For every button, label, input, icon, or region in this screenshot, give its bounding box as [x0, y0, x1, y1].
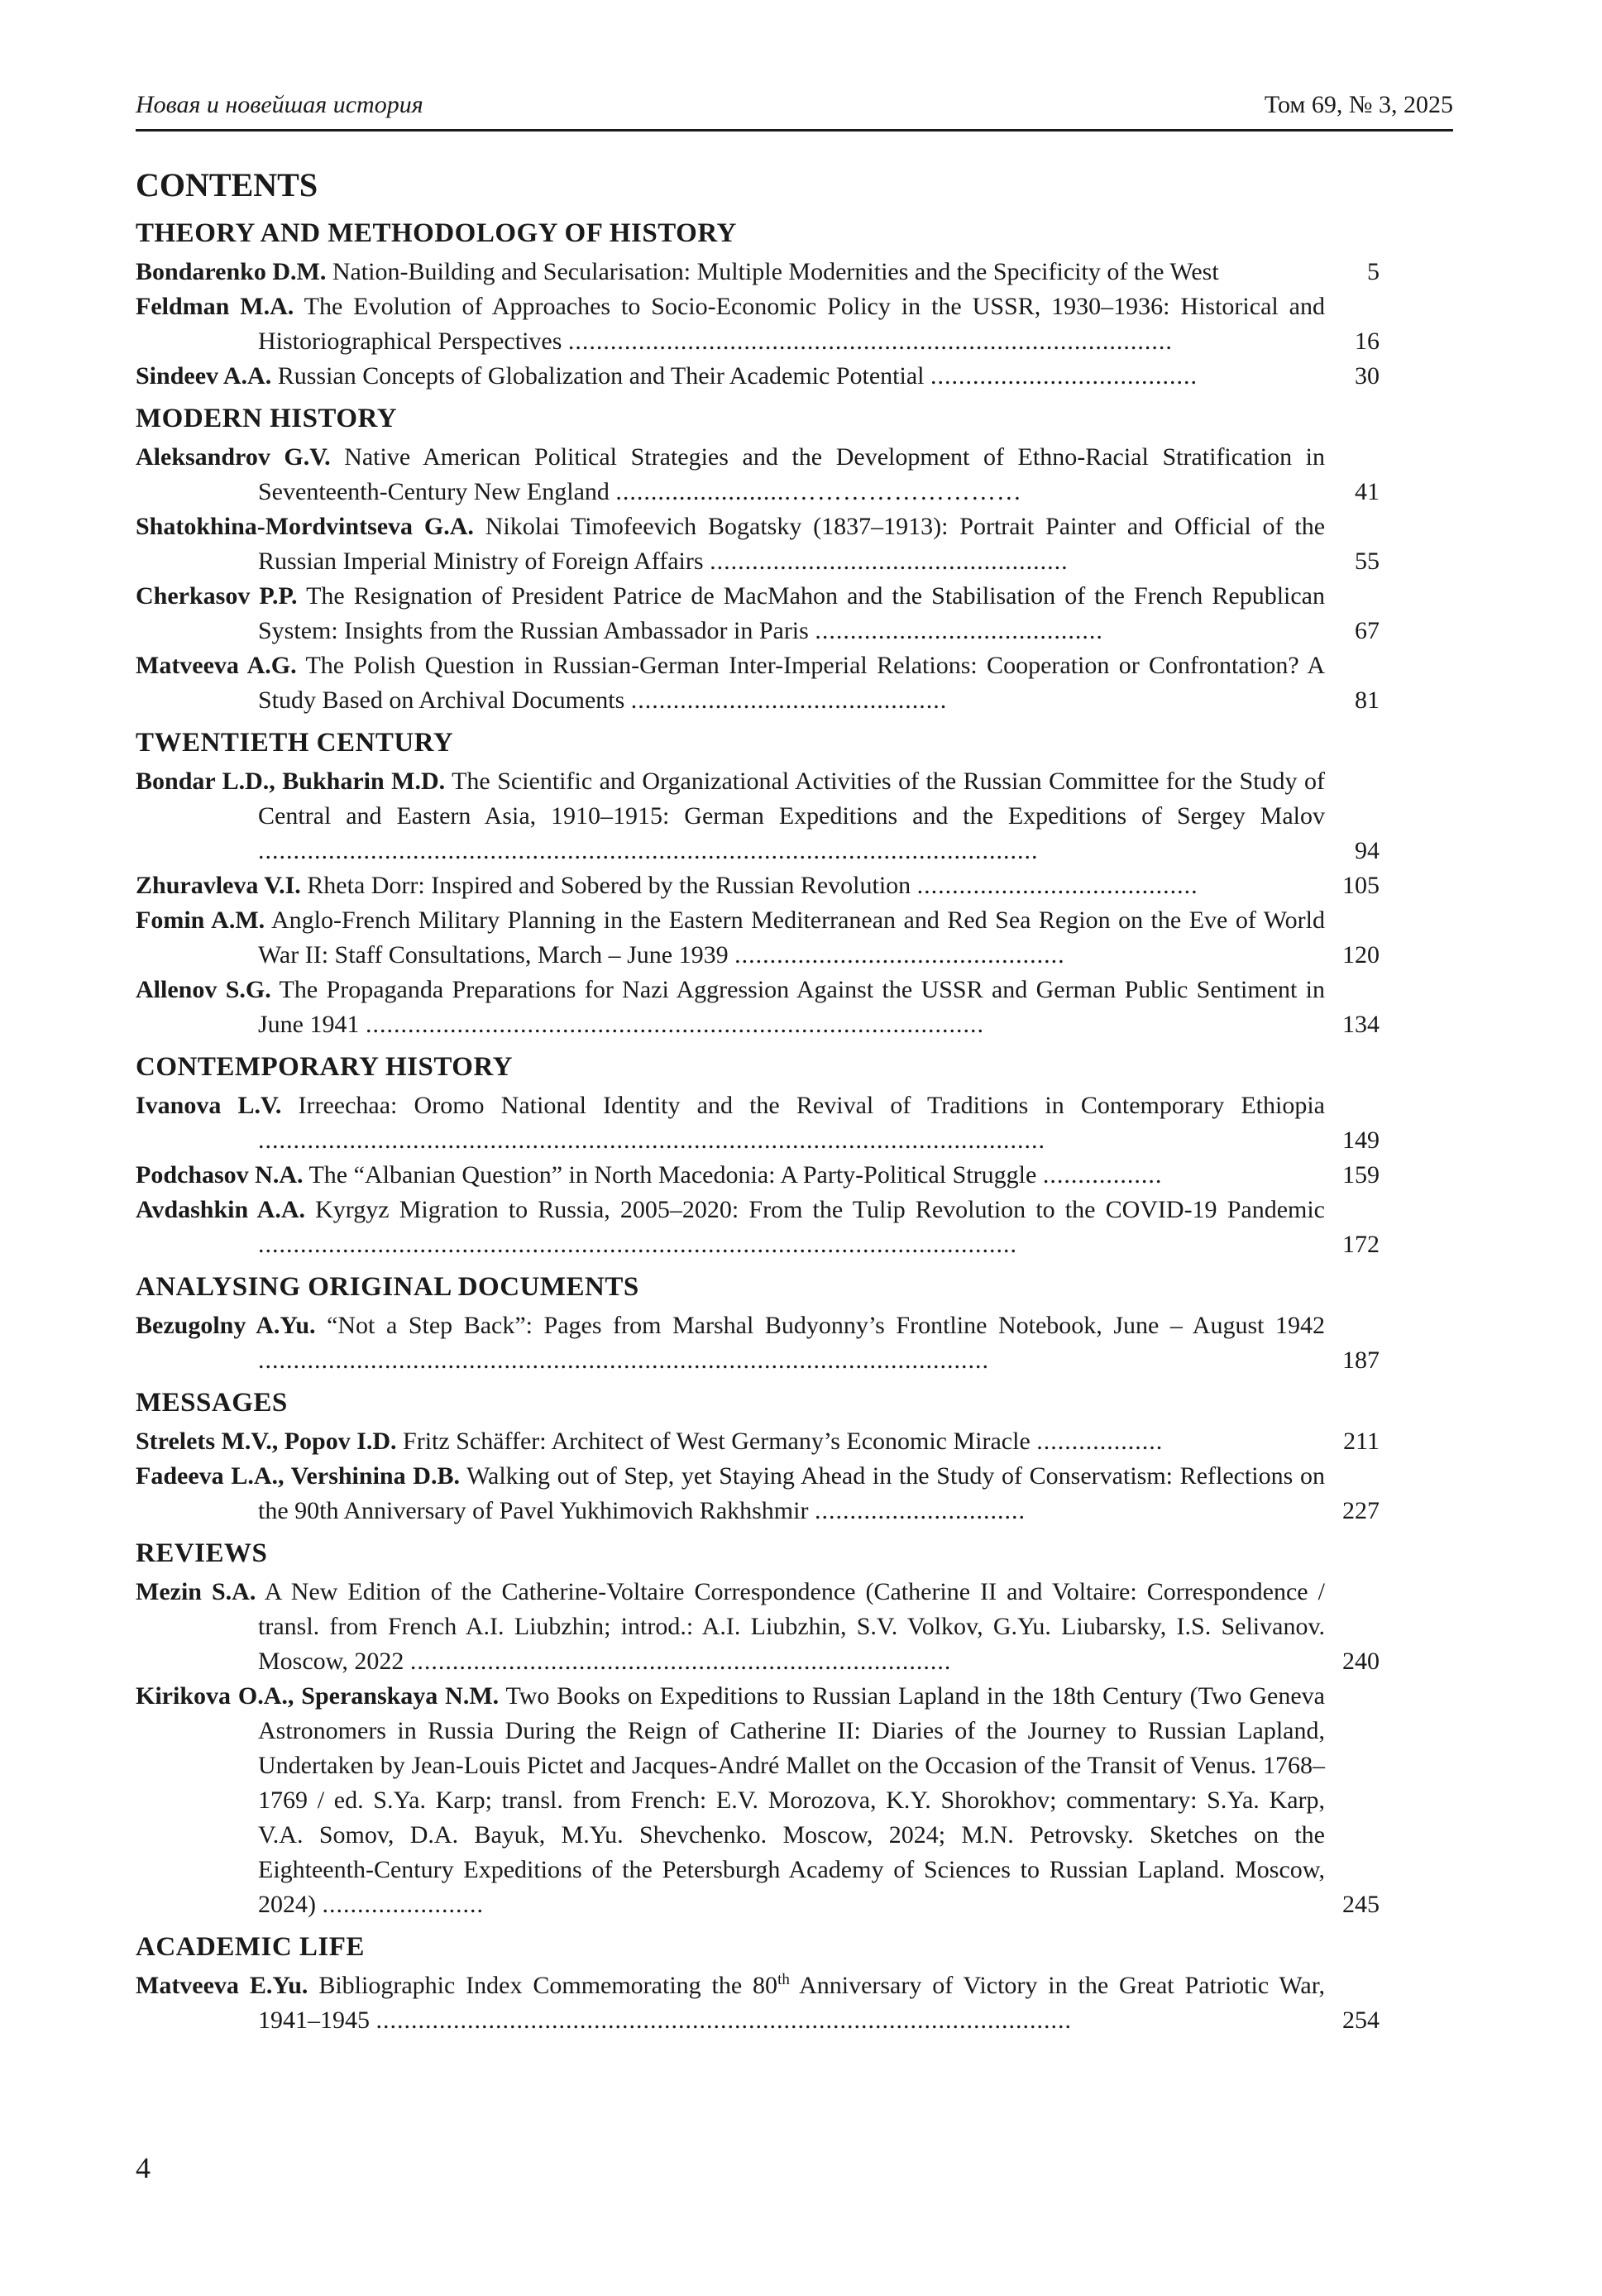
entry-author: Matveeva A.G. — [136, 652, 297, 679]
entry-title: The Evolution of Approaches to Socio-Economic Policy in the USSR, 1930–1936: Historical and Historiographical Perspectives — [258, 293, 1325, 355]
section-title: MODERN HISTORY — [136, 404, 398, 433]
section-title: THEORY AND METHODOLOGY OF HISTORY — [136, 218, 737, 248]
entry-title: The Propaganda Preparations for Nazi Aggression Against the USSR and German Public Sentiment in June 1941 — [258, 976, 1325, 1038]
leader-dots: ............................................................................................................ — [258, 1231, 1017, 1258]
entry-title: The Polish Question in Russian-German Inter-Imperial Relations: Cooperation or Confrontation? A Study Based on Archival Documents — [258, 652, 1326, 714]
entry-page: 134 — [1342, 1011, 1380, 1038]
leader-dots: ......................................... — [815, 617, 1103, 644]
entry-title: Irreechaa: Oromo National Identity and the Revival of Traditions in Contemporary Ethiopia — [298, 1092, 1325, 1119]
entry-author: Shatokhina-Mordvintseva G.A. — [136, 513, 474, 540]
journal-title: Новая и новейшая история — [136, 91, 423, 118]
leader-dots: ............................................................................. — [409, 1648, 952, 1675]
toc-entry — [136, 1158, 1380, 1193]
entry-text — [136, 1968, 1325, 2038]
entry-author: Bondarenko D.M. — [136, 258, 327, 285]
toc-entry — [136, 903, 1380, 973]
entry-text — [136, 440, 1325, 509]
toc-entry — [136, 1193, 1380, 1262]
section-title: ACADEMIC LIFE — [136, 1932, 365, 1962]
issue-info: Том 69, № 3, 2025 — [1264, 91, 1453, 118]
leader-dots: ...................................................................................... — [567, 328, 1173, 355]
section-title: REVIEWS — [136, 1538, 268, 1568]
leader-dots: ........................................................................................................ — [258, 1347, 989, 1374]
entry-page: 187 — [1342, 1347, 1380, 1374]
entry-page: 41 — [1355, 478, 1380, 505]
entry-page: 81 — [1355, 686, 1380, 714]
entry-text — [136, 648, 1325, 718]
section-title: CONTEMPORARY HISTORY — [136, 1052, 513, 1082]
entry-author: Strelets M.V., Popov I.D. — [136, 1428, 397, 1455]
running-header — [136, 88, 1453, 132]
entry-page: 16 — [1355, 328, 1380, 355]
leader-dots: .........................……………………… — [615, 478, 1022, 505]
leader-dots: ............................................. — [630, 686, 948, 714]
toc-entry — [136, 359, 1380, 394]
entry-text — [136, 903, 1325, 973]
entry-author: Aleksandrov G.V. — [136, 443, 331, 471]
toc-entry — [136, 255, 1380, 289]
entry-page: 94 — [1355, 837, 1380, 864]
leader-dots: ................. — [1042, 1161, 1163, 1189]
section-title: MESSAGES — [136, 1388, 288, 1418]
page-number: 4 — [136, 2151, 151, 2184]
entry-author: Allenov S.G. — [136, 976, 271, 1003]
entry-title: The Resignation of President Patrice de MacMahon and the Stabilisation of the French Republican System: Insights from the Russian Ambassador in Paris — [258, 582, 1326, 644]
entry-text — [136, 1088, 1325, 1158]
entry-title: Anglo-French Military Planning in the Eastern Mediterranean and Red Sea Region on the Eve of World War II: Staff Consultations, March – June 1939 — [258, 906, 1325, 969]
toc-entry — [136, 1308, 1380, 1378]
toc-entry — [136, 1679, 1380, 1922]
toc-entry — [136, 973, 1380, 1042]
entry-superscript: th — [777, 1971, 790, 1988]
entry-author: Fomin A.M. — [136, 906, 265, 934]
entry-page: 67 — [1355, 617, 1380, 644]
entry-title: Walking out of Step, yet Staying Ahead in the Study of Conservatism: Reflections on the 90th Anniversary of Pavel Yukhimovich Rakhshmir — [258, 1462, 1325, 1524]
entry-author: Matveeva E.Yu. — [136, 1972, 308, 1999]
entry-title: Nikolai Timofeevich Bogatsky (1837–1913): Portrait Painter and Official of the Russian Imperial Ministry of Foreign Affairs — [258, 513, 1326, 575]
entry-page: 30 — [1355, 362, 1380, 390]
leader-dots: ............................................... — [734, 941, 1065, 969]
toc-entry — [136, 509, 1380, 579]
entry-page: 159 — [1342, 1161, 1380, 1189]
entry-text — [136, 764, 1325, 868]
toc-entry — [136, 868, 1380, 903]
section-title: ANALYSING ORIGINAL DOCUMENTS — [136, 1272, 639, 1302]
toc-entry — [136, 440, 1380, 509]
leader-dots: .............................. — [814, 1497, 1026, 1524]
entry-text — [136, 579, 1325, 648]
entry-page: 149 — [1342, 1126, 1380, 1154]
entry-text — [136, 509, 1325, 579]
entry-text — [136, 1158, 1325, 1193]
entry-text — [136, 1679, 1325, 1922]
entry-text — [136, 289, 1325, 359]
entry-title: Rheta Dorr: Inspired and Sobered by the Russian Revolution — [307, 872, 911, 899]
entry-text — [136, 359, 1325, 394]
entry-title: Kyrgyz Migration to Russia, 2005–2020: From the Tulip Revolution to the COVID-19 Pandemic — [315, 1196, 1325, 1223]
entry-page: 227 — [1342, 1497, 1380, 1524]
entry-author: Feldman M.A. — [136, 293, 294, 320]
toc-entry — [136, 1968, 1380, 2038]
entry-author: Podchasov N.A. — [136, 1161, 304, 1189]
entry-author: Kirikova O.A., Speranskaya N.M. — [136, 1682, 500, 1710]
entry-author: Mezin S.A. — [136, 1578, 256, 1605]
entry-author: Fadeeva L.A., Vershinina D.B. — [136, 1462, 460, 1490]
entry-title: Anniversary of Victory in the Great Patriotic War, 1941–1945 — [258, 1972, 1326, 2034]
entry-title-part: Bibliographic Index Commemorating the 80 — [318, 1972, 778, 1999]
entry-page: 172 — [1342, 1231, 1380, 1258]
contents-heading: CONTENTS — [136, 166, 318, 203]
entry-text — [136, 1193, 1325, 1262]
entry-author: Sindeev A.A. — [136, 362, 272, 390]
entry-page: 120 — [1342, 941, 1380, 969]
leader-dots: ................................................................................................... — [375, 2007, 1072, 2034]
entry-author: Bondar L.D., Bukharin M.D. — [136, 768, 446, 795]
leader-dots: ...................................... — [930, 362, 1198, 390]
entry-author: Cherkasov P.P. — [136, 582, 298, 610]
entry-title: Russian Concepts of Globalization and Their Academic Potential — [277, 362, 925, 390]
section-title: TWENTIETH CENTURY — [136, 728, 454, 758]
leader-dots: ................................................................................................................ — [258, 1126, 1045, 1154]
entry-title: “Not a Step Back”: Pages from Marshal Budyonny’s Frontline Notebook, June – August 1942 — [327, 1312, 1326, 1339]
leader-dots: ............................................................................................................... — [258, 837, 1039, 864]
leader-dots: ........................................ — [916, 872, 1198, 899]
entry-page: 211 — [1343, 1428, 1380, 1455]
entry-page: 245 — [1342, 1891, 1380, 1918]
entry-title: Native American Political Strategies and the Development of Ethno-Racial Stratification in Seventeenth-Century New England — [258, 443, 1326, 505]
entry-text — [136, 255, 1325, 289]
leader-dots: ........................................................................................ — [366, 1011, 984, 1038]
entry-page: 5 — [1367, 258, 1380, 285]
entry-text — [136, 1308, 1325, 1378]
leader-dots: .................. — [1036, 1428, 1164, 1455]
entry-author: Avdashkin A.A. — [136, 1196, 305, 1223]
toc-entry — [136, 648, 1380, 718]
entry-text — [136, 1459, 1325, 1528]
entry-title: Two Books on Expeditions to Russian Lapland in the 18th Century (Two Geneva Astronomers in Russia During the Reign of Catherine II: Diaries of the Journey to Russian Lapland, Undertaken by Jean-Louis Pictet and Jacques-André Mallet on the Occasion of the Transit of Venus. 1768–1769 / ed. S.Ya. Karp; transl. from French: E.V. Morozova, K.Y. Shorokhov; commentary: S.Ya. Karp, V.A. Somov, D.A. Bayuk, M.Yu. Shevchenko. Moscow, 2024; M.N. Petrovsky. Sketches on the Eighteenth-Century Expeditions of the Petersburgh Academy of Sciences to Russian Lapland. Moscow, 2024) — [258, 1682, 1325, 1918]
toc-entry — [136, 1088, 1380, 1158]
toc-entry — [136, 1424, 1380, 1459]
entry-page: 254 — [1342, 2007, 1380, 2034]
table-of-contents — [136, 162, 1380, 2038]
entry-title: The Scientific and Organizational Activities of the Russian Committee for the Study of Central and Eastern Asia, 1910–1915: German Expeditions and the Expeditions of Sergey Malov — [258, 768, 1325, 830]
entry-text — [136, 973, 1325, 1042]
entry-title: A New Edition of the Catherine-Voltaire Correspondence (Catherine II and Voltaire: Correspondence / transl. from French A.I. Liubzhin; introd.: A.I. Liubzhin, S.V. Volkov, G.Yu. Liubarsky, I.S. Selivanov. Moscow, 2022 — [258, 1578, 1325, 1675]
entry-title: Fritz Schäffer: Architect of West Germany’s Economic Miracle — [403, 1428, 1031, 1455]
toc-entry — [136, 1575, 1380, 1679]
entry-text — [136, 1575, 1325, 1679]
toc-entry — [136, 764, 1380, 868]
leader-dots: ....................... — [322, 1891, 484, 1918]
entry-page: 55 — [1355, 548, 1380, 575]
entry-text — [136, 1424, 1325, 1459]
toc-entry — [136, 289, 1380, 359]
toc-entry — [136, 1459, 1380, 1528]
entry-text — [136, 868, 1325, 903]
entry-page: 240 — [1342, 1648, 1380, 1675]
leader-dots: ................................................... — [710, 548, 1069, 575]
entry-title: Nation-Building and Secularisation: Multiple Modernities and the Specificity of the West — [332, 258, 1219, 285]
entry-page: 105 — [1342, 872, 1380, 899]
toc-entry — [136, 579, 1380, 648]
entry-title: The “Albanian Question” in North Macedonia: A Party-Political Struggle — [308, 1161, 1037, 1189]
entry-author: Bezugolny A.Yu. — [136, 1312, 316, 1339]
entry-author: Ivanova L.V. — [136, 1092, 282, 1119]
entry-author: Zhuravleva V.I. — [136, 872, 301, 899]
